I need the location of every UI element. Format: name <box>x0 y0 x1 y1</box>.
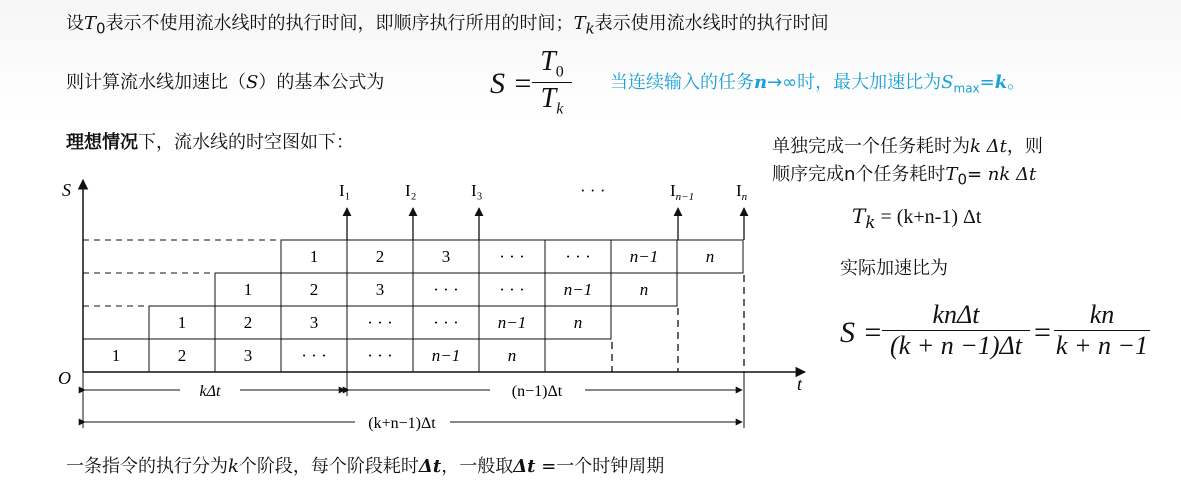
text: ，则 <box>1006 136 1043 157</box>
s: S <box>840 316 855 349</box>
stage-cell <box>215 273 281 306</box>
footer-note <box>66 456 664 478</box>
intro-line-2 <box>66 72 384 94</box>
stage-cell-label: n <box>639 280 649 299</box>
t-symbol: T <box>852 204 866 228</box>
stage-cell <box>149 339 215 372</box>
text: 则计算流水线加速比（ <box>66 72 246 93</box>
dt: Δt <box>980 136 1007 157</box>
stage-cell-label: n−1 <box>563 280 593 299</box>
t0-sub: 0 <box>96 19 106 38</box>
blue-note <box>610 72 1025 96</box>
intro-line-1 <box>66 13 829 38</box>
stage-cell-label: 3 <box>243 346 253 365</box>
stage-cell-label: 2 <box>375 247 385 266</box>
stage-cell <box>611 273 677 306</box>
k-symbol: k <box>228 456 239 477</box>
stage-cell <box>413 339 479 372</box>
input-label-sub: n−1 <box>675 191 695 203</box>
input-label: I₂ <box>405 181 417 200</box>
stage-cell <box>479 306 545 339</box>
numerator: kn <box>1089 300 1115 329</box>
text: 个阶段，每个阶段耗时 <box>238 456 419 477</box>
stage-cell-label: 2 <box>243 313 253 332</box>
stage-cell <box>347 339 413 372</box>
stage-cell-label: 1 <box>177 313 187 332</box>
stage-cell <box>545 273 611 306</box>
dim-k-label: kΔt <box>199 383 221 400</box>
stage-cell <box>347 273 413 306</box>
text: =一个时钟周期 <box>535 456 665 477</box>
stage-cell-label: 1 <box>111 346 121 365</box>
stage-cell <box>677 240 743 273</box>
stage-cell <box>215 339 281 372</box>
y-axis-label: S <box>62 180 71 200</box>
n-symbol: n <box>754 72 768 93</box>
denominator: (k + n −1)Δt <box>890 331 1022 360</box>
input-label: I₁ <box>339 181 351 200</box>
equals-sign: = <box>1034 316 1051 349</box>
stage-cell-label: n−1 <box>431 346 461 365</box>
text: 。 <box>1007 72 1026 93</box>
speedup-fraction-1 <box>882 300 1030 361</box>
formula-fraction <box>532 46 572 118</box>
right-line-2 <box>772 164 1036 189</box>
text: 表示使用流水线时的执行时间 <box>594 13 829 34</box>
k-symbol: k <box>994 72 1008 93</box>
den-sub: k <box>556 100 564 118</box>
text: 下，流水线的时空图如下： <box>138 132 354 153</box>
text: →∞时，最大加速比为 <box>767 72 942 93</box>
denominator: k + n −1 <box>1055 331 1149 360</box>
input-label: $I_{n-1}$ <box>670 181 695 203</box>
x-axis-label: t <box>797 374 803 394</box>
formula-numerator <box>532 46 572 82</box>
stage-cell-label: n <box>507 346 517 365</box>
tk-formula <box>852 204 981 233</box>
stage-cell <box>281 240 347 273</box>
max-sub: max <box>953 81 980 96</box>
stage-cell-label: 1 <box>243 280 253 299</box>
stage-cell <box>479 240 545 273</box>
input-label-sub: n <box>741 191 748 203</box>
stage-cell <box>347 306 413 339</box>
t0-symbol: T <box>84 13 97 34</box>
t-symbol: T <box>945 164 958 185</box>
text: 当连续输入的任务 <box>610 72 754 93</box>
stage-cell-label: 3 <box>309 313 319 332</box>
stage-cell-label: n−1 <box>629 247 659 266</box>
stage-cell <box>413 240 479 273</box>
stage-cell-label: 3 <box>441 247 451 266</box>
text: ，一般取 <box>441 456 514 477</box>
num: T <box>540 46 556 77</box>
stage-cell-label: 3 <box>375 280 385 299</box>
stage-cell <box>413 306 479 339</box>
tk-symbol: T <box>573 13 586 34</box>
stage-cell-label: 1 <box>309 247 319 266</box>
t-sub: k <box>865 213 876 232</box>
stage-cell-label: n−1 <box>497 313 527 332</box>
bold-text: 理想情况 <box>66 132 138 153</box>
t-sub: 0 <box>957 170 967 189</box>
actual-speedup-label: 实际加速比为 <box>840 258 948 279</box>
section-heading <box>66 132 354 154</box>
expr: = (k+n-1) Δt <box>875 206 982 228</box>
stage-cell-label: · · · <box>565 247 591 266</box>
s-symbol: S <box>941 72 954 93</box>
stage-cell <box>545 306 611 339</box>
stage-cell-label: n <box>573 313 583 332</box>
stage-cell <box>83 339 149 372</box>
stage-cell <box>215 306 281 339</box>
speedup-fraction-2 <box>1054 300 1150 361</box>
stage-cell-label: · · · <box>499 280 525 299</box>
input-label: I₃ <box>471 181 483 200</box>
text: ）的基本公式为 <box>258 72 385 93</box>
tk-sub: k <box>585 19 595 38</box>
stage-cell <box>281 273 347 306</box>
text: 顺序完成n个任务耗时 <box>772 164 946 185</box>
input-label: · · · <box>580 181 606 200</box>
stage-cell-label: 2 <box>309 280 319 299</box>
input-label: $I_n$ <box>736 181 748 203</box>
stage-cell <box>611 240 677 273</box>
den: T <box>540 82 557 114</box>
stage-cell-label: 2 <box>177 346 187 365</box>
stage-cell-label: · · · <box>301 346 327 365</box>
stage-cell <box>281 339 347 372</box>
dt-2: Δt <box>513 456 536 477</box>
stage-cell-label: · · · <box>433 313 459 332</box>
text: 表示不使用流水线时的执行时间，即顺序执行所用的时间； <box>105 13 574 34</box>
stage-cell <box>413 273 479 306</box>
stage-cell <box>281 306 347 339</box>
stage-cell-label: · · · <box>367 346 393 365</box>
stage-cell-label: · · · <box>433 280 459 299</box>
stage-cell-label: · · · <box>367 313 393 332</box>
text: 一条指令的执行分为 <box>66 456 228 477</box>
text: = <box>966 164 988 185</box>
origin-label: O <box>58 368 71 388</box>
expr: nk Δt <box>987 164 1037 185</box>
text: = <box>979 72 995 93</box>
speedup-lhs: S = <box>840 316 883 349</box>
s-symbol: S <box>246 72 259 93</box>
text: 单独完成一个任务耗时为 <box>772 136 970 157</box>
stage-cell <box>545 240 611 273</box>
num-sub: 0 <box>555 63 564 81</box>
stage-cell-label: · · · <box>499 247 525 266</box>
stage-cell-label: n <box>705 247 715 266</box>
stage-cell <box>479 339 545 372</box>
stage-cell <box>149 306 215 339</box>
stage-cell <box>479 273 545 306</box>
formula-denominator <box>532 83 572 119</box>
dim-n1-label: (n−1)Δt <box>511 383 563 400</box>
stage-cell <box>347 240 413 273</box>
numerator: knΔt <box>932 300 980 329</box>
dim-total-label: (k+n−1)Δt <box>368 415 436 432</box>
right-line-1 <box>772 136 1043 158</box>
k-symbol: k <box>970 136 981 157</box>
dt-1: Δt <box>418 456 442 477</box>
text: 设 <box>66 13 84 34</box>
formula-lhs: S = <box>490 67 533 100</box>
